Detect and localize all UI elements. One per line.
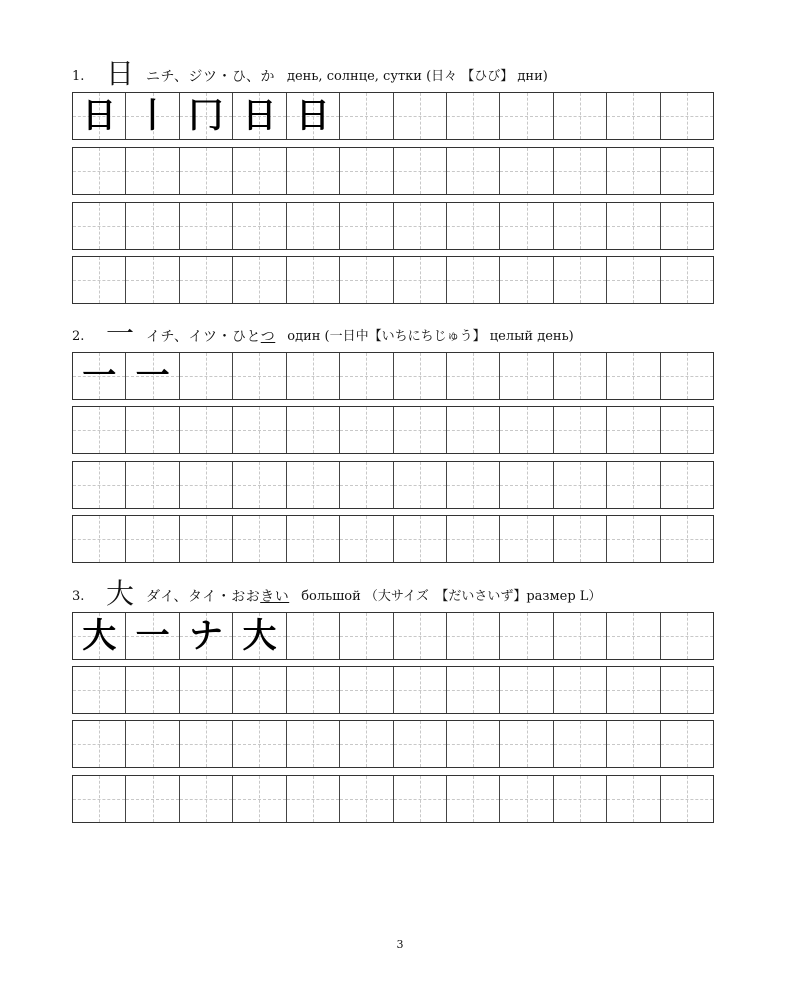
- practice-cell[interactable]: [233, 613, 286, 659]
- practice-cell[interactable]: [233, 462, 286, 508]
- practice-cell[interactable]: [661, 148, 713, 194]
- practice-cell[interactable]: [340, 613, 393, 659]
- practice-cell[interactable]: [73, 462, 126, 508]
- section-number: 3.: [72, 589, 85, 604]
- page-number: 3: [396, 938, 404, 951]
- practice-cell[interactable]: [394, 613, 447, 659]
- section-number: 2.: [72, 329, 85, 344]
- practice-cell[interactable]: [287, 516, 340, 562]
- practice-cell[interactable]: [180, 516, 233, 562]
- practice-cell[interactable]: [394, 462, 447, 508]
- practice-cell[interactable]: [394, 203, 447, 249]
- practice-cell[interactable]: [340, 516, 393, 562]
- kanji-character: 大: [106, 577, 135, 610]
- practice-grid-row: [72, 666, 714, 714]
- practice-cell[interactable]: [73, 407, 126, 453]
- practice-cell[interactable]: [233, 721, 286, 767]
- practice-cell[interactable]: [554, 721, 607, 767]
- practice-cell[interactable]: [500, 257, 553, 303]
- practice-cell[interactable]: [126, 721, 179, 767]
- practice-cell[interactable]: [233, 203, 286, 249]
- practice-cell[interactable]: [73, 516, 126, 562]
- stroke-step: 大: [82, 616, 117, 656]
- practice-cell[interactable]: [233, 148, 286, 194]
- practice-cell[interactable]: [180, 407, 233, 453]
- kanji-okurigana: つ: [260, 329, 276, 345]
- kanji-meaning: большой （大サイズ 【だいさいず】размер L）: [301, 589, 602, 604]
- practice-cell[interactable]: [554, 776, 607, 822]
- practice-grid-row: [72, 352, 714, 400]
- practice-cell[interactable]: [554, 516, 607, 562]
- practice-cell[interactable]: [554, 407, 607, 453]
- practice-cell[interactable]: [500, 516, 553, 562]
- practice-cell[interactable]: [661, 667, 713, 713]
- kanji-readings-main: ダイ、タイ・おお: [146, 589, 261, 605]
- practice-cell[interactable]: [126, 257, 179, 303]
- practice-cell[interactable]: [554, 613, 607, 659]
- practice-cell[interactable]: [447, 776, 500, 822]
- practice-cell[interactable]: [340, 407, 393, 453]
- practice-cell[interactable]: [73, 203, 126, 249]
- practice-cell[interactable]: [73, 353, 126, 399]
- kanji-meaning: один (一日中【いちにちじゅう】 целый день): [287, 329, 574, 344]
- stroke-step: ナ: [189, 616, 224, 656]
- practice-cell[interactable]: [447, 407, 500, 453]
- practice-cell[interactable]: [554, 93, 607, 139]
- practice-cell[interactable]: [287, 776, 340, 822]
- practice-grid-row: [72, 775, 714, 823]
- practice-cell[interactable]: [447, 257, 500, 303]
- practice-cell[interactable]: [180, 148, 233, 194]
- practice-cell[interactable]: [607, 148, 660, 194]
- stroke-step: 一: [135, 616, 170, 656]
- practice-cell[interactable]: [554, 203, 607, 249]
- practice-cell[interactable]: [287, 93, 340, 139]
- practice-cell[interactable]: [607, 776, 660, 822]
- practice-grid-row: [72, 461, 714, 509]
- practice-cell[interactable]: [340, 93, 393, 139]
- practice-cell[interactable]: [126, 148, 179, 194]
- practice-cell[interactable]: [287, 462, 340, 508]
- practice-cell[interactable]: [340, 721, 393, 767]
- kanji-meaning: день, солнце, сутки (日々 【ひび】 дни): [286, 69, 548, 84]
- practice-cell[interactable]: [126, 776, 179, 822]
- practice-cell[interactable]: [500, 667, 553, 713]
- practice-cell[interactable]: [287, 257, 340, 303]
- practice-cell[interactable]: [447, 516, 500, 562]
- practice-cell[interactable]: [340, 257, 393, 303]
- practice-cell[interactable]: [394, 148, 447, 194]
- stroke-step: 大: [242, 616, 277, 656]
- section-number: 1.: [72, 69, 85, 84]
- practice-cell[interactable]: [340, 776, 393, 822]
- kanji-header: [72, 318, 732, 350]
- kanji-okurigana: きい: [260, 589, 290, 605]
- stroke-step: 一: [135, 356, 170, 396]
- practice-cell[interactable]: [73, 613, 126, 659]
- practice-cell[interactable]: [661, 721, 713, 767]
- practice-cell[interactable]: [287, 148, 340, 194]
- practice-cell[interactable]: [126, 462, 179, 508]
- practice-cell[interactable]: [233, 353, 286, 399]
- practice-cell[interactable]: [607, 353, 660, 399]
- practice-cell[interactable]: [394, 93, 447, 139]
- practice-cell[interactable]: [447, 613, 500, 659]
- practice-cell[interactable]: [500, 462, 553, 508]
- stroke-step: 日: [242, 96, 277, 136]
- practice-cell[interactable]: [607, 462, 660, 508]
- practice-cell[interactable]: [607, 516, 660, 562]
- practice-cell[interactable]: [180, 93, 233, 139]
- practice-cell[interactable]: [340, 462, 393, 508]
- practice-cell[interactable]: [607, 407, 660, 453]
- practice-cell[interactable]: [447, 667, 500, 713]
- practice-cell[interactable]: [661, 407, 713, 453]
- practice-cell[interactable]: [180, 257, 233, 303]
- practice-cell[interactable]: [447, 462, 500, 508]
- practice-cell[interactable]: [500, 148, 553, 194]
- practice-cell[interactable]: [126, 516, 179, 562]
- practice-cell[interactable]: [607, 613, 660, 659]
- practice-cell[interactable]: [233, 667, 286, 713]
- practice-cell[interactable]: [180, 462, 233, 508]
- practice-cell[interactable]: [287, 203, 340, 249]
- practice-cell[interactable]: [394, 516, 447, 562]
- practice-cell[interactable]: [607, 667, 660, 713]
- practice-cell[interactable]: [126, 613, 179, 659]
- practice-cell[interactable]: [233, 93, 286, 139]
- practice-cell[interactable]: [554, 353, 607, 399]
- practice-cell[interactable]: [554, 257, 607, 303]
- practice-cell[interactable]: [607, 93, 660, 139]
- kanji-character: 一: [106, 317, 135, 350]
- practice-cell[interactable]: [447, 353, 500, 399]
- practice-cell[interactable]: [287, 721, 340, 767]
- practice-cell[interactable]: [180, 667, 233, 713]
- practice-grid-row: [72, 147, 714, 195]
- practice-grid-row: [72, 515, 714, 563]
- practice-grid-row: [72, 720, 714, 768]
- practice-cell[interactable]: [73, 667, 126, 713]
- practice-cell[interactable]: [500, 613, 553, 659]
- practice-cell[interactable]: [554, 667, 607, 713]
- practice-cell[interactable]: [394, 407, 447, 453]
- practice-cell[interactable]: [73, 721, 126, 767]
- stroke-step: 日: [82, 96, 117, 136]
- practice-cell[interactable]: [287, 667, 340, 713]
- practice-cell[interactable]: [500, 203, 553, 249]
- kanji-readings-main: イチ、イツ・ひと: [146, 329, 261, 345]
- practice-cell[interactable]: [661, 203, 713, 249]
- practice-cell[interactable]: [126, 93, 179, 139]
- practice-cell[interactable]: [394, 257, 447, 303]
- practice-cell[interactable]: [394, 721, 447, 767]
- practice-cell[interactable]: [180, 203, 233, 249]
- practice-cell[interactable]: [126, 407, 179, 453]
- practice-cell[interactable]: [500, 353, 553, 399]
- practice-cell[interactable]: [233, 776, 286, 822]
- practice-cell[interactable]: [554, 462, 607, 508]
- practice-cell[interactable]: [340, 203, 393, 249]
- practice-cell[interactable]: [126, 667, 179, 713]
- practice-grid-row: [72, 612, 714, 660]
- practice-cell[interactable]: [500, 721, 553, 767]
- practice-cell[interactable]: [661, 613, 713, 659]
- practice-cell[interactable]: [180, 776, 233, 822]
- kanji-readings: [146, 329, 275, 345]
- kanji-readings: [146, 589, 289, 605]
- practice-cell[interactable]: [447, 721, 500, 767]
- practice-cell[interactable]: [73, 776, 126, 822]
- practice-cell[interactable]: [287, 353, 340, 399]
- practice-grid-row: [72, 406, 714, 454]
- practice-cell[interactable]: [126, 203, 179, 249]
- practice-cell[interactable]: [126, 353, 179, 399]
- practice-cell[interactable]: [233, 407, 286, 453]
- practice-cell[interactable]: [233, 257, 286, 303]
- stroke-step: 丨: [135, 96, 170, 136]
- practice-cell[interactable]: [447, 203, 500, 249]
- practice-cell[interactable]: [394, 353, 447, 399]
- practice-cell[interactable]: [394, 776, 447, 822]
- practice-cell[interactable]: [500, 93, 553, 139]
- practice-cell[interactable]: [500, 776, 553, 822]
- practice-cell[interactable]: [287, 407, 340, 453]
- practice-grid-row: [72, 256, 714, 304]
- practice-cell[interactable]: [340, 148, 393, 194]
- practice-cell[interactable]: [607, 721, 660, 767]
- kanji-character: 日: [106, 57, 135, 90]
- practice-cell[interactable]: [180, 353, 233, 399]
- practice-cell[interactable]: [340, 353, 393, 399]
- practice-grid-row: [72, 202, 714, 250]
- practice-cell[interactable]: [661, 93, 713, 139]
- stroke-step: 冂: [189, 96, 224, 136]
- stroke-step: 一: [82, 356, 117, 396]
- practice-cell[interactable]: [73, 93, 126, 139]
- practice-cell[interactable]: [233, 516, 286, 562]
- practice-cell[interactable]: [287, 613, 340, 659]
- practice-cell[interactable]: [180, 721, 233, 767]
- practice-cell[interactable]: [180, 613, 233, 659]
- practice-cell[interactable]: [73, 148, 126, 194]
- practice-cell[interactable]: [447, 93, 500, 139]
- practice-cell[interactable]: [394, 667, 447, 713]
- practice-cell[interactable]: [73, 257, 126, 303]
- practice-grid-row: [72, 92, 714, 140]
- practice-cell[interactable]: [500, 407, 553, 453]
- practice-cell[interactable]: [447, 148, 500, 194]
- practice-cell[interactable]: [607, 203, 660, 249]
- practice-cell[interactable]: [661, 776, 713, 822]
- stroke-step: 日: [295, 96, 330, 136]
- practice-cell[interactable]: [661, 462, 713, 508]
- practice-cell[interactable]: [661, 353, 713, 399]
- practice-cell[interactable]: [607, 257, 660, 303]
- kanji-readings: ニチ、ジツ・ひ、か: [146, 69, 275, 85]
- practice-cell[interactable]: [554, 148, 607, 194]
- kanji-header: [72, 58, 732, 90]
- practice-cell[interactable]: [340, 667, 393, 713]
- kanji-header: [72, 578, 732, 610]
- practice-cell[interactable]: [661, 257, 713, 303]
- practice-cell[interactable]: [661, 516, 713, 562]
